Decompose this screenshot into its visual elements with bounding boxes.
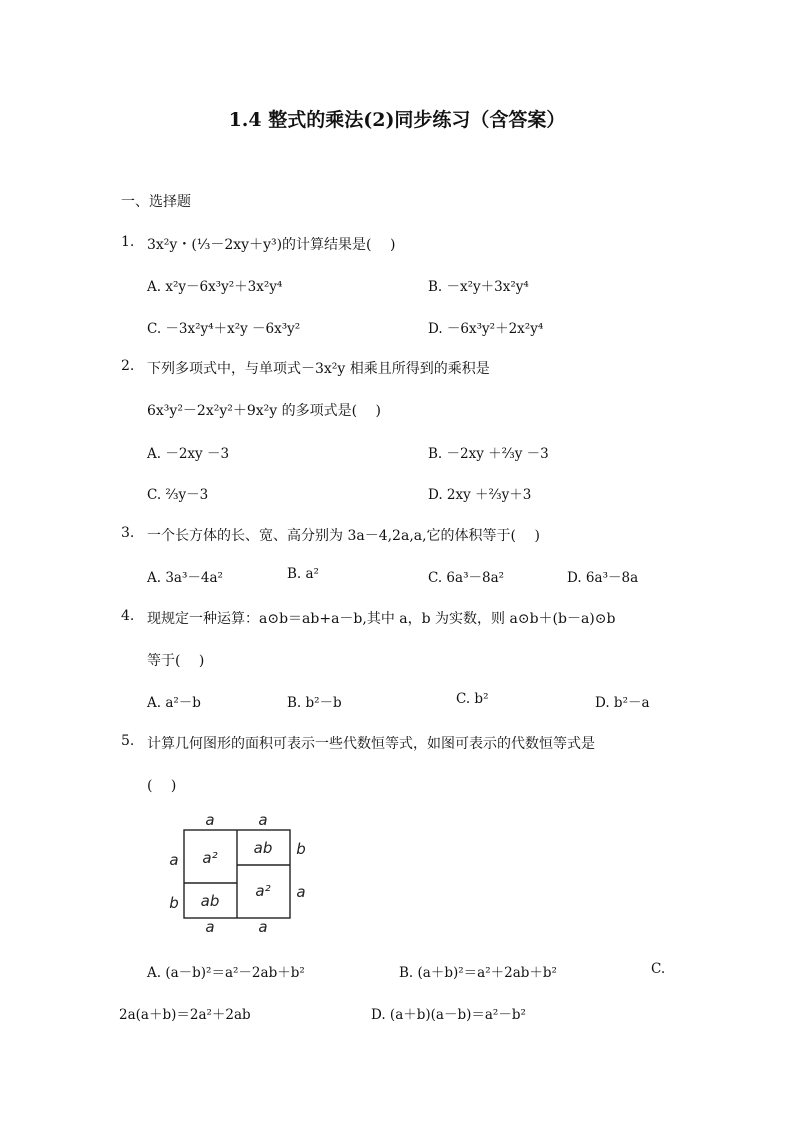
- question-1-option-b: B. －x²y＋3x²y⁴: [428, 279, 529, 295]
- figure-cell-a-squared-right: a²: [255, 882, 271, 900]
- question-5-option-a: A. (a－b)²＝a²－2ab＋b²: [147, 965, 305, 981]
- question-5-option-d: D. (a＋b)(a－b)＝a²－b²: [371, 1007, 526, 1023]
- question-5-stem-line-2: ( ): [147, 778, 177, 794]
- question-4-stem-line-2: 等于( ): [147, 653, 205, 669]
- question-3-option-d: D. 6a³－8a: [567, 570, 639, 586]
- figure-bottom-label-2: a: [258, 918, 268, 936]
- question-1-option-d: D. －6x³y²＋2x²y⁴: [428, 321, 544, 337]
- figure-cell-ab-left: ab: [200, 892, 220, 910]
- question-1-option-a: A. x²y－6x³y²＋3x²y⁴: [147, 279, 283, 295]
- question-3-number: 3.: [121, 525, 135, 541]
- figure-cell-a-squared-left: a²: [202, 849, 218, 867]
- figure-top-label-2: a: [258, 811, 268, 829]
- question-3-option-b: B. a²: [287, 566, 319, 582]
- area-figure: [160, 808, 330, 938]
- figure-left-label-1: a: [169, 851, 179, 869]
- figure-right-label-2: a: [296, 883, 306, 901]
- figure-top-label-1: a: [205, 811, 215, 829]
- page-title: 1.4 整式的乘法(2)同步练习（含答案）: [228, 109, 566, 131]
- question-4-option-a: A. a²－b: [147, 695, 201, 711]
- question-1-option-c: C. －3x²y⁴＋x²y －6x³y²: [147, 321, 301, 337]
- question-4-option-b: B. b²－b: [287, 695, 342, 711]
- figure-bottom-label-1: a: [205, 918, 215, 936]
- question-5-number: 5.: [121, 733, 135, 749]
- question-4-option-c: C. b²: [456, 691, 489, 707]
- question-2-option-c: C. ⅔y－3: [147, 487, 209, 503]
- question-5-option-c-label: C.: [651, 961, 666, 977]
- question-2-option-b: B. －2xy ＋⅔y －3: [428, 446, 549, 462]
- question-2-option-d: D. 2xy ＋⅔y＋3: [428, 487, 532, 503]
- question-2-option-a: A. －2xy －3: [147, 446, 230, 462]
- question-5-stem-line-1: 计算几何图形的面积可表示一些代数恒等式，如图可表示的代数恒等式是: [147, 736, 595, 752]
- question-4-option-d: D. b²－a: [595, 695, 650, 711]
- section-heading: 一、选择题: [121, 194, 191, 210]
- question-4-number: 4.: [121, 608, 135, 624]
- figure-right-label-1: b: [296, 840, 306, 858]
- area-figure-svg: [160, 808, 330, 938]
- question-1-stem: 3x²y・(⅓－2xy＋y³)的计算结果是( ): [147, 237, 396, 253]
- question-3-stem: 一个长方体的长、宽、高分别为 3a－4,2a,a,它的体积等于( ): [147, 528, 540, 544]
- question-5-option-b: B. (a＋b)²＝a²＋2ab＋b²: [399, 965, 557, 981]
- question-2-number: 2.: [121, 358, 135, 374]
- question-5-option-c: 2a(a＋b)＝2a²＋2ab: [119, 1007, 251, 1023]
- question-2-stem-line-1: 下列多项式中，与单项式－3x²y 相乘且所得到的乘积是: [147, 361, 490, 377]
- question-3-option-c: C. 6a³－8a²: [428, 570, 505, 586]
- question-4-stem-line-1: 现规定一种运算：a⊙b＝ab+a－b,其中 a，b 为实数，则 a⊙b＋(b－a)⊙b: [147, 611, 616, 627]
- question-2-stem-line-2: 6x³y²－2x²y²＋9x²y 的多项式是( ): [147, 403, 382, 419]
- figure-left-label-2: b: [169, 894, 179, 912]
- figure-cell-ab-right: ab: [253, 839, 273, 857]
- question-3-option-a: A. 3a³－4a²: [147, 570, 223, 586]
- question-1-number: 1.: [121, 234, 135, 250]
